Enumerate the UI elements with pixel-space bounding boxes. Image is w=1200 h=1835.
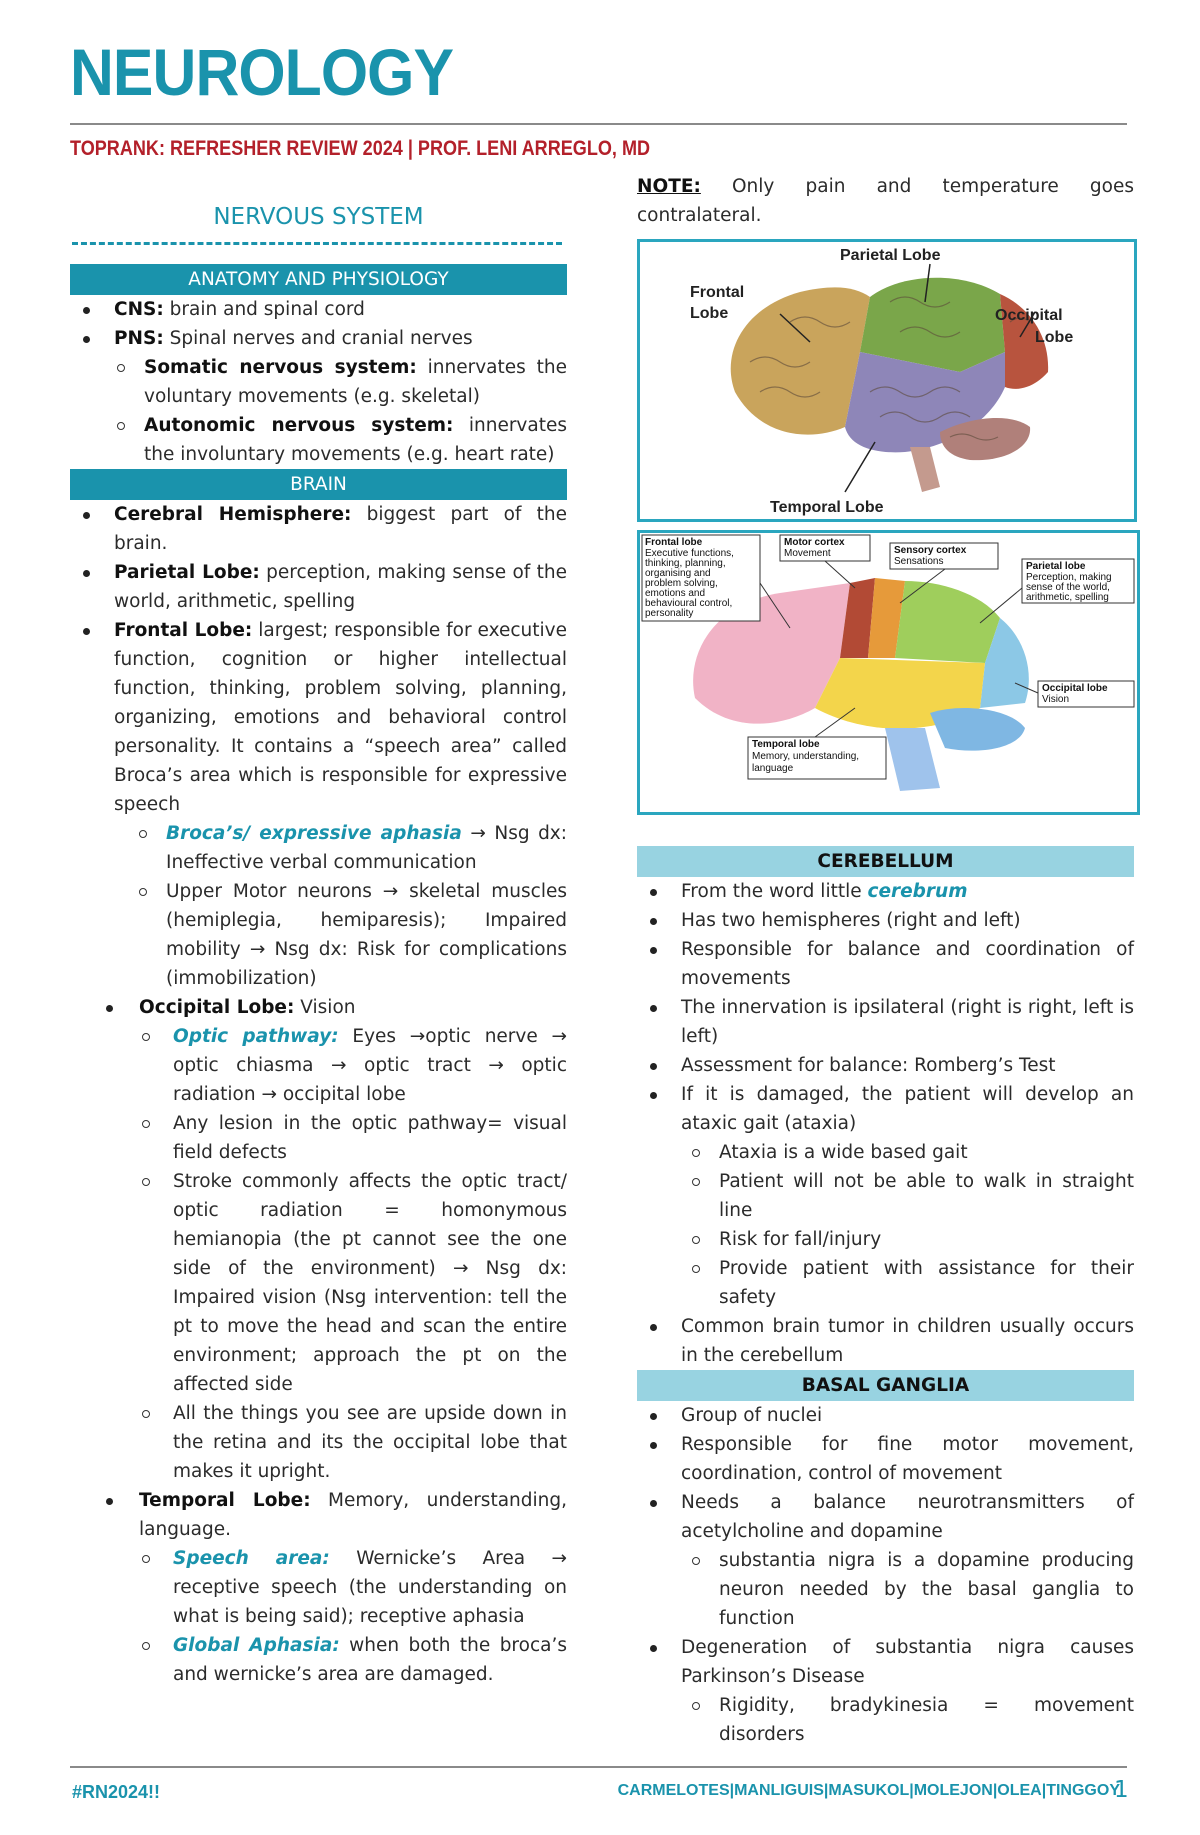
page-number: 1 <box>1114 1777 1129 1803</box>
list-item: Responsible for balance and coordination of movements <box>637 935 1134 993</box>
footer-authors: CARMELOTES|MANLIGUIS|MASUKOL|MOLEJON|OLEA|TINGGOY <box>617 1782 1120 1799</box>
list-item: substantia nigra is a dopamine producing neuron needed by the basal ganglia to function <box>689 1546 1134 1633</box>
list-item: Temporal Lobe: Memory, understanding, language. Speech area: Wernicke’s Area → receptive speech (the understanding on what is being said); receptive aphasia Global Aphasia: when both the broca’s and wernicke’s area are damaged. <box>97 1486 567 1689</box>
brain-list <box>70 500 567 993</box>
fig2-frontal-line: organising and <box>645 568 711 579</box>
list-item: CNS: brain and spinal cord <box>70 295 567 324</box>
dashed-divider <box>72 242 562 245</box>
list-item: Global Aphasia: when both the broca’s and wernicke’s area are damaged. <box>139 1631 567 1689</box>
brainstem-region-shape <box>885 728 940 791</box>
right-column <box>637 172 1134 1749</box>
page-subtitle: TOPRANK: REFRESHER REVIEW 2024 | PROF. LENI ARREGLO, MD <box>70 137 651 160</box>
cerebellum-region-shape <box>930 708 1025 751</box>
header-divider <box>70 123 1127 125</box>
list-item: If it is damaged, the patient will develop an ataxic gait (ataxia) Ataxia is a wide based gait Patient will not be able to walk in straight line Risk for fall/injury Provide patient with assistance for their safety <box>637 1080 1134 1312</box>
fig2-frontal-line: Executive functions, <box>645 548 734 559</box>
anatomy-bar: ANATOMY AND PHYSIOLOGY <box>70 264 567 295</box>
list-item: Rigidity, bradykinesia = movement disorders <box>689 1691 1134 1749</box>
list-item: Cerebral Hemisphere: biggest part of the brain. <box>70 500 567 558</box>
fig2-motor-title: Motor cortex <box>784 537 845 548</box>
list-item: Risk for fall/injury <box>689 1225 1134 1254</box>
lobe-list <box>97 993 567 1689</box>
footer-divider <box>70 1766 1127 1768</box>
fig2-temporal-title: Temporal lobe <box>752 739 820 750</box>
fig2-parietal-line: sense of the world, <box>1026 582 1110 593</box>
figure1-parietal-label: Parietal Lobe <box>840 247 941 264</box>
left-column <box>70 200 567 1689</box>
list-item: Speech area: Wernicke’s Area → receptive speech (the understanding on what is being said); receptive aphasia <box>139 1544 567 1631</box>
brainstem-shape <box>910 447 940 492</box>
fig2-occipital-title: Occipital lobe <box>1042 683 1108 694</box>
list-item: Any lesion in the optic pathway= visual field defects <box>139 1109 567 1167</box>
fig2-frontal-line: problem solving, <box>645 578 718 589</box>
list-item: Ataxia is a wide based gait <box>689 1138 1134 1167</box>
list-item: Broca’s/ expressive aphasia → Nsg dx: Ineffective verbal communication <box>136 819 567 877</box>
list-item: Common brain tumor in children usually occurs in the cerebellum <box>637 1312 1134 1370</box>
note: NOTE: Only pain and temperature goes contralateral. <box>637 176 1134 226</box>
fig2-temporal-line: language <box>752 763 794 774</box>
section-title: NERVOUS SYSTEM <box>213 204 424 230</box>
figure1-frontal-label-1: Frontal <box>690 284 745 301</box>
page-title: NEUROLOGY <box>70 35 454 109</box>
list-item: Needs a balance neurotransmitters of acetylcholine and dopamine substantia nigra is a dopamine producing neuron needed by the basal ganglia to function <box>637 1488 1134 1633</box>
list-item: Optic pathway: Eyes →optic nerve → optic chiasma → optic tract → optic radiation → occipital lobe <box>139 1022 567 1109</box>
fig2-temporal-line: Memory, understanding, <box>752 751 860 762</box>
list-item: Frontal Lobe: largest; responsible for executive function, cognition or higher intellectual function, thinking, problem solving, planning, organizing, emotions and behavioral control personality. It contains a “speech area” called Broca’s area which is responsible for expressive speech Broca’s/ expressive aphasia → Nsg dx: Ineffective verbal communication Upper Motor neurons → skeletal muscles (hemiplegia, hemiparesis); Impaired mobility → Nsg dx: Risk for complications (immobilization) <box>70 616 567 993</box>
list-item: From the word little cerebrum <box>637 877 1134 906</box>
fig2-sensory-title: Sensory cortex <box>894 545 967 556</box>
figure1-occipital-label-1: Occipital <box>995 307 1063 324</box>
brain-functions-figure <box>637 530 1140 815</box>
brain-lobes-figure <box>637 239 1137 522</box>
list-item: Assessment for balance: Romberg’s Test <box>637 1051 1134 1080</box>
fig2-parietal-title: Parietal lobe <box>1026 561 1086 572</box>
basal-ganglia-list <box>637 1401 1134 1749</box>
list-item: Autonomic nervous system: innervates the involuntary movements (e.g. heart rate) <box>114 411 567 469</box>
fig2-frontal-line: thinking, planning, <box>645 558 726 569</box>
list-item: Has two hemispheres (right and left) <box>637 906 1134 935</box>
anatomy-list <box>70 295 567 469</box>
figure1-temporal-label: Temporal Lobe <box>770 499 884 516</box>
list-item: Parietal Lobe: perception, making sense of the world, arithmetic, spelling <box>70 558 567 616</box>
list-item: Occipital Lobe: Vision Optic pathway: Eyes →optic nerve → optic chiasma → optic tract → optic radiation → occipital lobe Any lesion in the optic pathway= visual field defects Stroke commonly affects the optic tract/ optic radiation = homonymous hemianopia (the pt cannot see the one side of the environment) → Nsg dx: Impaired vision (Nsg intervention: tell the pt to move the head and scan the entire environment; approach the pt on the affected side All the things you see are upside down in the retina and its the occipital lobe that makes it upright. <box>97 993 567 1486</box>
list-item: Stroke commonly affects the optic tract/ optic radiation = homonymous hemianopia (the pt cannot see the one side of the environment) → Nsg dx: Impaired vision (Nsg intervention: tell the pt to move the head and scan the entire environment; approach the pt on the affected side <box>139 1167 567 1399</box>
fig2-frontal-line: behavioural control, <box>645 598 733 609</box>
list-item: PNS: Spinal nerves and cranial nerves Somatic nervous system: innervates the voluntary movements (e.g. skeletal) Autonomic nervous system: innervates the involuntary movements (e.g. heart rate) <box>70 324 567 469</box>
list-item: Provide patient with assistance for their safety <box>689 1254 1134 1312</box>
list-item: All the things you see are upside down in the retina and its the occipital lobe that makes it upright. <box>139 1399 567 1486</box>
brain-bar: BRAIN <box>70 469 567 500</box>
list-item: Upper Motor neurons → skeletal muscles (hemiplegia, hemiparesis); Impaired mobility → Nsg dx: Risk for complications (immobilization) <box>136 877 567 993</box>
list-item: The innervation is ipsilateral (right is right, left is left) <box>637 993 1134 1051</box>
fig2-parietal-line: Perception, making <box>1026 572 1112 583</box>
cerebellum-bar: CEREBELLUM <box>637 846 1134 877</box>
list-item: Patient will not be able to walk in straight line <box>689 1167 1134 1225</box>
basal-ganglia-bar: BASAL GANGLIA <box>637 1370 1134 1401</box>
fig2-frontal-line: personality <box>645 608 694 619</box>
fig2-parietal-line: arithmetic, spelling <box>1026 592 1109 603</box>
list-item: Somatic nervous system: innervates the voluntary movements (e.g. skeletal) <box>114 353 567 411</box>
list-item: Group of nuclei <box>637 1401 1134 1430</box>
parietal-region-shape <box>895 581 1000 663</box>
fig2-sensory-desc: Sensations <box>894 556 944 567</box>
fig2-frontal-title: Frontal lobe <box>645 537 703 548</box>
fig2-motor-desc: Movement <box>784 548 831 559</box>
figure1-frontal-label-2: Lobe <box>690 305 729 322</box>
fig2-occipital-desc: Vision <box>1042 694 1070 705</box>
list-item: Degeneration of substantia nigra causes Parkinson’s Disease Rigidity, bradykinesia = movement disorders <box>637 1633 1134 1749</box>
fig2-frontal-line: emotions and <box>645 588 706 599</box>
footer-hashtag: #RN2024!! <box>72 1782 161 1802</box>
figure1-occipital-label-2: Lobe <box>1035 329 1074 346</box>
list-item: Responsible for fine motor movement, coordination, control of movement <box>637 1430 1134 1488</box>
cerebellum-list <box>637 877 1134 1370</box>
